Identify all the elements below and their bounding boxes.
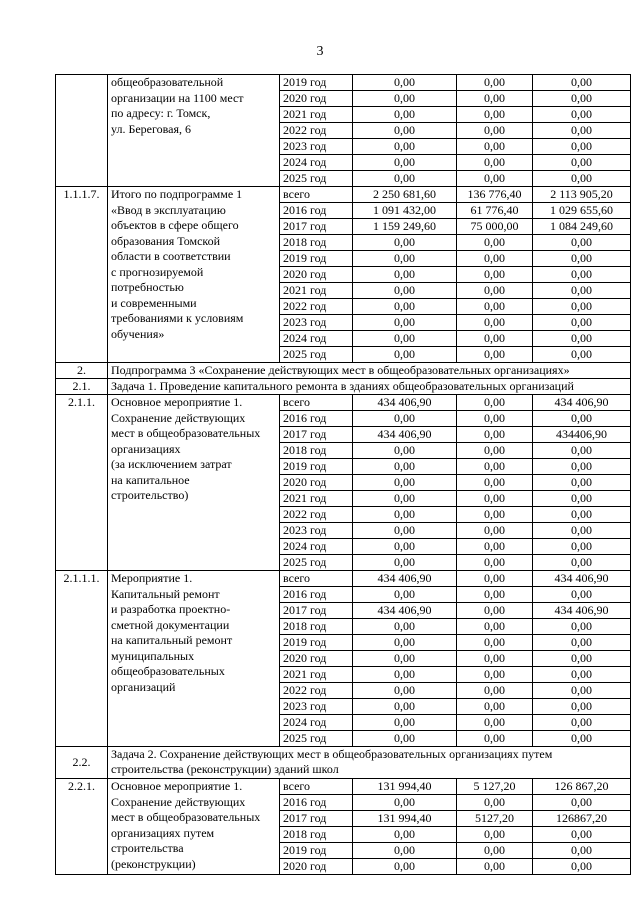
period-cell: 2021 год xyxy=(280,667,353,683)
regional-cell: 0,00 xyxy=(533,507,631,523)
regional-cell: 126 867,20 xyxy=(533,779,631,795)
period-cell: 2025 год xyxy=(280,347,353,363)
regional-cell: 0,00 xyxy=(533,75,631,91)
total-cell: 0,00 xyxy=(353,667,457,683)
federal-cell: 0,00 xyxy=(457,795,533,811)
row-code: 2.2. xyxy=(56,747,108,779)
regional-cell: 0,00 xyxy=(533,459,631,475)
period-cell: 2025 год xyxy=(280,171,353,187)
period-cell: 2018 год xyxy=(280,235,353,251)
period-cell: 2023 год xyxy=(280,699,353,715)
federal-cell: 0,00 xyxy=(457,555,533,571)
description-line: строительство) xyxy=(111,488,189,502)
total-cell: 0,00 xyxy=(353,699,457,715)
regional-cell: 1 029 655,60 xyxy=(533,203,631,219)
description-line: и современными xyxy=(111,295,197,310)
total-cell: 0,00 xyxy=(353,795,457,811)
section-title: Подпрограмма 3 «Сохранение действующих мест в общеобразовательных организациях» xyxy=(108,363,631,379)
period-cell: 2019 год xyxy=(280,75,353,91)
regional-cell: 0,00 xyxy=(533,155,631,171)
period-cell: 2019 год xyxy=(280,251,353,267)
total-cell: 0,00 xyxy=(353,459,457,475)
description-line: области в соответствии xyxy=(111,249,231,263)
period-cell: 2019 год xyxy=(280,635,353,651)
regional-cell: 0,00 xyxy=(533,251,631,267)
period-cell: 2020 год xyxy=(280,267,353,283)
total-cell: 0,00 xyxy=(353,731,457,747)
description-line: общеобразовательных xyxy=(111,664,225,678)
federal-cell: 0,00 xyxy=(457,651,533,667)
regional-cell: 0,00 xyxy=(533,587,631,603)
row-code xyxy=(56,75,108,187)
total-cell: 0,00 xyxy=(353,91,457,107)
period-cell: 2022 год xyxy=(280,683,353,699)
federal-cell: 0,00 xyxy=(457,235,533,251)
row-description xyxy=(108,571,280,747)
total-cell: 0,00 xyxy=(353,251,457,267)
period-cell: всего xyxy=(280,187,353,203)
federal-cell: 0,00 xyxy=(457,427,533,443)
description-line: общеобразовательной xyxy=(111,75,224,89)
federal-cell: 0,00 xyxy=(457,843,533,859)
total-cell: 434 406,90 xyxy=(353,603,457,619)
period-cell: 2021 год xyxy=(280,491,353,507)
period-cell: 2020 год xyxy=(280,651,353,667)
description-line: потребностью xyxy=(111,280,184,294)
period-cell: 2022 год xyxy=(280,507,353,523)
description-line: организации на 1100 мест xyxy=(111,90,244,105)
regional-cell: 0,00 xyxy=(533,795,631,811)
period-cell: 2025 год xyxy=(280,731,353,747)
description-line: Сохранение действующих xyxy=(111,794,246,809)
period-cell: всего xyxy=(280,571,353,587)
federal-cell: 0,00 xyxy=(457,539,533,555)
description-line: строительства xyxy=(111,841,184,855)
description-line: Мероприятие 1. xyxy=(111,571,193,585)
regional-cell: 126867,20 xyxy=(533,811,631,827)
total-cell: 434 406,90 xyxy=(353,427,457,443)
regional-cell: 0,00 xyxy=(533,267,631,283)
total-cell: 0,00 xyxy=(353,507,457,523)
description-line: «Ввод в эксплуатацию xyxy=(111,202,226,217)
section-row xyxy=(56,747,631,779)
total-cell: 0,00 xyxy=(353,859,457,875)
description-line: организациях xyxy=(111,441,181,456)
page-number: 3 xyxy=(316,44,324,59)
description-line: (за исключением затрат xyxy=(111,457,232,471)
period-cell: 2020 год xyxy=(280,475,353,491)
period-cell: 2025 год xyxy=(280,555,353,571)
federal-cell: 0,00 xyxy=(457,395,533,411)
period-cell: 2017 год xyxy=(280,427,353,443)
row-code: 2.1.1.1. xyxy=(56,571,108,747)
row-code: 2.1. xyxy=(56,379,108,395)
federal-cell: 0,00 xyxy=(457,331,533,347)
period-cell: 2017 год xyxy=(280,603,353,619)
budget-table xyxy=(55,74,631,875)
regional-cell: 0,00 xyxy=(533,635,631,651)
regional-cell: 0,00 xyxy=(533,555,631,571)
federal-cell: 5 127,20 xyxy=(457,779,533,795)
regional-cell: 0,00 xyxy=(533,667,631,683)
description-line: по адресу: г. Томск, xyxy=(111,106,211,120)
period-cell: всего xyxy=(280,395,353,411)
total-cell: 0,00 xyxy=(353,715,457,731)
regional-cell: 0,00 xyxy=(533,411,631,427)
federal-cell: 0,00 xyxy=(457,267,533,283)
budget-table-body xyxy=(56,75,631,875)
description-line: и разработка проектно- xyxy=(111,602,231,616)
federal-cell: 0,00 xyxy=(457,123,533,139)
total-cell: 0,00 xyxy=(353,635,457,651)
federal-cell: 0,00 xyxy=(457,315,533,331)
description-line: требованиями к условиям xyxy=(111,311,244,325)
total-cell: 0,00 xyxy=(353,107,457,123)
regional-cell: 0,00 xyxy=(533,331,631,347)
total-cell: 0,00 xyxy=(353,283,457,299)
regional-cell: 0,00 xyxy=(533,859,631,875)
description-line: сметной документации xyxy=(111,617,230,632)
regional-cell: 0,00 xyxy=(533,123,631,139)
federal-cell: 0,00 xyxy=(457,251,533,267)
period-cell: 2020 год xyxy=(280,91,353,107)
row-description xyxy=(108,75,280,187)
total-cell: 0,00 xyxy=(353,539,457,555)
regional-cell: 434 406,90 xyxy=(533,571,631,587)
federal-cell: 0,00 xyxy=(457,731,533,747)
period-cell: 2020 год xyxy=(280,859,353,875)
total-cell: 0,00 xyxy=(353,347,457,363)
total-cell: 434 406,90 xyxy=(353,395,457,411)
table-row xyxy=(56,571,631,587)
section-title: Задача 2. Сохранение действующих мест в общеобразовательных организациях путем строительства (реконструкции) зданий школ xyxy=(108,747,631,779)
section-row xyxy=(56,363,631,379)
federal-cell: 0,00 xyxy=(457,459,533,475)
regional-cell: 0,00 xyxy=(533,715,631,731)
total-cell: 0,00 xyxy=(353,443,457,459)
description-line: объектов в сфере общего xyxy=(111,218,239,232)
regional-cell: 1 084 249,60 xyxy=(533,219,631,235)
total-cell: 0,00 xyxy=(353,827,457,843)
total-cell: 0,00 xyxy=(353,155,457,171)
federal-cell: 136 776,40 xyxy=(457,187,533,203)
regional-cell: 0,00 xyxy=(533,843,631,859)
period-cell: 2023 год xyxy=(280,139,353,155)
period-cell: 2017 год xyxy=(280,811,353,827)
federal-cell: 0,00 xyxy=(457,155,533,171)
description-line: на капитальное xyxy=(111,472,190,487)
description-line: образования Томской xyxy=(111,233,221,248)
federal-cell: 5127,20 xyxy=(457,811,533,827)
period-cell: 2024 год xyxy=(280,155,353,171)
regional-cell: 0,00 xyxy=(533,651,631,667)
row-code: 2.1.1. xyxy=(56,395,108,571)
table-row xyxy=(56,395,631,411)
federal-cell: 0,00 xyxy=(457,667,533,683)
description-line: (реконструкции) xyxy=(111,856,196,871)
total-cell: 0,00 xyxy=(353,331,457,347)
period-cell: 2023 год xyxy=(280,315,353,331)
total-cell: 0,00 xyxy=(353,411,457,427)
total-cell: 1 159 249,60 xyxy=(353,219,457,235)
description-line: на капитальный ремонт xyxy=(111,633,233,647)
section-row xyxy=(56,379,631,395)
period-cell: 2022 год xyxy=(280,123,353,139)
period-cell: 2022 год xyxy=(280,299,353,315)
description-line: Сохранение действующих xyxy=(111,410,246,425)
federal-cell: 0,00 xyxy=(457,475,533,491)
period-cell: 2018 год xyxy=(280,827,353,843)
total-cell: 0,00 xyxy=(353,267,457,283)
federal-cell: 0,00 xyxy=(457,587,533,603)
federal-cell: 0,00 xyxy=(457,715,533,731)
description-line: мест в общеобразовательных xyxy=(111,426,261,440)
total-cell: 0,00 xyxy=(353,555,457,571)
total-cell: 0,00 xyxy=(353,75,457,91)
period-cell: 2024 год xyxy=(280,539,353,555)
federal-cell: 0,00 xyxy=(457,859,533,875)
description-line: организациях путем xyxy=(111,825,215,840)
description-line: с прогнозируемой xyxy=(111,264,204,279)
regional-cell: 0,00 xyxy=(533,523,631,539)
total-cell: 0,00 xyxy=(353,139,457,155)
total-cell: 0,00 xyxy=(353,171,457,187)
regional-cell: 0,00 xyxy=(533,347,631,363)
period-cell: 2024 год xyxy=(280,715,353,731)
regional-cell: 0,00 xyxy=(533,139,631,155)
regional-cell: 0,00 xyxy=(533,619,631,635)
description-line: организаций xyxy=(111,679,176,694)
total-cell: 434 406,90 xyxy=(353,571,457,587)
description-line: Капитальный ремонт xyxy=(111,586,220,601)
total-cell: 0,00 xyxy=(353,587,457,603)
federal-cell: 75 000,00 xyxy=(457,219,533,235)
table-row xyxy=(56,187,631,203)
regional-cell: 0,00 xyxy=(533,475,631,491)
description-line: Итого по подпрограмме 1 xyxy=(111,187,243,201)
period-cell: 2019 год xyxy=(280,843,353,859)
regional-cell: 0,00 xyxy=(533,699,631,715)
regional-cell: 2 113 905,20 xyxy=(533,187,631,203)
federal-cell: 0,00 xyxy=(457,571,533,587)
regional-cell: 0,00 xyxy=(533,91,631,107)
total-cell: 2 250 681,60 xyxy=(353,187,457,203)
federal-cell: 0,00 xyxy=(457,283,533,299)
federal-cell: 0,00 xyxy=(457,491,533,507)
total-cell: 1 091 432,00 xyxy=(353,203,457,219)
table-row xyxy=(56,779,631,795)
row-code: 2.2.1. xyxy=(56,779,108,875)
regional-cell: 0,00 xyxy=(533,283,631,299)
period-cell: 2016 год xyxy=(280,795,353,811)
description-line: муниципальных xyxy=(111,648,195,663)
federal-cell: 0,00 xyxy=(457,299,533,315)
federal-cell: 0,00 xyxy=(457,507,533,523)
regional-cell: 0,00 xyxy=(533,491,631,507)
federal-cell: 0,00 xyxy=(457,699,533,715)
federal-cell: 0,00 xyxy=(457,603,533,619)
federal-cell: 0,00 xyxy=(457,107,533,123)
period-cell: 2024 год xyxy=(280,331,353,347)
regional-cell: 0,00 xyxy=(533,827,631,843)
federal-cell: 0,00 xyxy=(457,347,533,363)
federal-cell: 0,00 xyxy=(457,411,533,427)
total-cell: 0,00 xyxy=(353,235,457,251)
total-cell: 0,00 xyxy=(353,123,457,139)
regional-cell: 434406,90 xyxy=(533,427,631,443)
regional-cell: 0,00 xyxy=(533,539,631,555)
federal-cell: 0,00 xyxy=(457,443,533,459)
federal-cell: 0,00 xyxy=(457,827,533,843)
federal-cell: 0,00 xyxy=(457,683,533,699)
period-cell: 2021 год xyxy=(280,107,353,123)
period-cell: 2016 год xyxy=(280,203,353,219)
federal-cell: 0,00 xyxy=(457,91,533,107)
federal-cell: 0,00 xyxy=(457,619,533,635)
regional-cell: 434 406,90 xyxy=(533,603,631,619)
description-line: Основное мероприятие 1. xyxy=(111,779,243,793)
row-description xyxy=(108,187,280,363)
total-cell: 0,00 xyxy=(353,491,457,507)
period-cell: 2017 год xyxy=(280,219,353,235)
row-code: 2. xyxy=(56,363,108,379)
description-line: мест в общеобразовательных xyxy=(111,810,261,824)
period-cell: 2023 год xyxy=(280,523,353,539)
row-description xyxy=(108,779,280,875)
federal-cell: 61 776,40 xyxy=(457,203,533,219)
total-cell: 0,00 xyxy=(353,523,457,539)
regional-cell: 0,00 xyxy=(533,235,631,251)
description-line: ул. Береговая, 6 xyxy=(111,121,191,136)
period-cell: 2019 год xyxy=(280,459,353,475)
period-cell: всего xyxy=(280,779,353,795)
federal-cell: 0,00 xyxy=(457,523,533,539)
description-line: обучения» xyxy=(111,326,165,341)
total-cell: 0,00 xyxy=(353,299,457,315)
total-cell: 131 994,40 xyxy=(353,779,457,795)
regional-cell: 0,00 xyxy=(533,299,631,315)
regional-cell: 434 406,90 xyxy=(533,395,631,411)
description-line: Основное мероприятие 1. xyxy=(111,395,243,409)
total-cell: 0,00 xyxy=(353,683,457,699)
federal-cell: 0,00 xyxy=(457,635,533,651)
regional-cell: 0,00 xyxy=(533,443,631,459)
table-row xyxy=(56,75,631,91)
regional-cell: 0,00 xyxy=(533,731,631,747)
period-cell: 2016 год xyxy=(280,411,353,427)
period-cell: 2018 год xyxy=(280,619,353,635)
regional-cell: 0,00 xyxy=(533,683,631,699)
regional-cell: 0,00 xyxy=(533,315,631,331)
total-cell: 0,00 xyxy=(353,315,457,331)
regional-cell: 0,00 xyxy=(533,171,631,187)
federal-cell: 0,00 xyxy=(457,171,533,187)
section-title: Задача 1. Проведение капитального ремонта в зданиях общеобразовательных организаций xyxy=(108,379,631,395)
period-cell: 2021 год xyxy=(280,283,353,299)
regional-cell: 0,00 xyxy=(533,107,631,123)
period-cell: 2018 год xyxy=(280,443,353,459)
row-description xyxy=(108,395,280,571)
total-cell: 0,00 xyxy=(353,843,457,859)
total-cell: 0,00 xyxy=(353,619,457,635)
federal-cell: 0,00 xyxy=(457,139,533,155)
row-code: 1.1.1.7. xyxy=(56,187,108,363)
period-cell: 2016 год xyxy=(280,587,353,603)
total-cell: 0,00 xyxy=(353,651,457,667)
total-cell: 131 994,40 xyxy=(353,811,457,827)
total-cell: 0,00 xyxy=(353,475,457,491)
federal-cell: 0,00 xyxy=(457,75,533,91)
